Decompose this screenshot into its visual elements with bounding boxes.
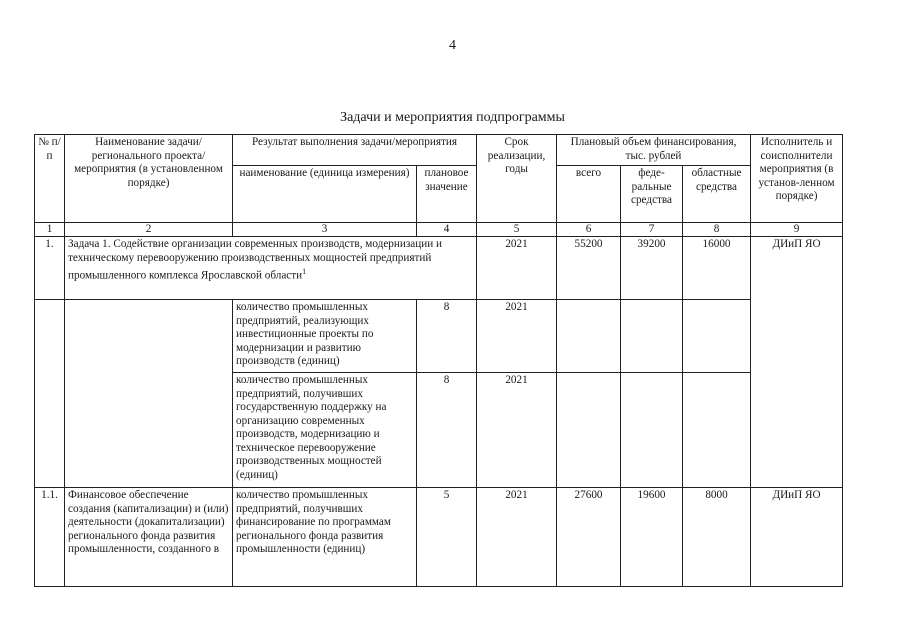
column-number-row [35, 223, 843, 237]
indicator-name: количество промышленных предприятий, реализующих инвестиционные проекты по модернизации и развитию производств (единиц) [233, 300, 417, 373]
activity-regional: 8000 [683, 488, 751, 587]
empty-cell [65, 300, 233, 488]
activity-federal: 19600 [621, 488, 683, 587]
indicator-term: 2021 [477, 373, 557, 488]
col-number: 5 [477, 223, 557, 237]
activity-executor: ДИиП ЯО [751, 488, 843, 587]
empty-cell [621, 373, 683, 488]
empty-cell [35, 300, 65, 488]
header-finance: Плановый объем финансирования, тыс. рублей [557, 135, 751, 166]
col-number: 4 [417, 223, 477, 237]
header-num: № п/п [35, 135, 65, 223]
col-number: 6 [557, 223, 621, 237]
indicator-plan: 8 [417, 373, 477, 488]
col-number: 2 [65, 223, 233, 237]
empty-cell [557, 300, 621, 373]
header-fin-total: всего [557, 166, 621, 223]
task-footnote: 1 [302, 267, 307, 276]
task-name-cell [65, 237, 477, 300]
table-row-indicator [35, 300, 843, 373]
task-name: Задача 1. Содействие организации современных производств, модернизации и техническому перевооружению производственных мощностей предприятий промышленного комплекса Ярославской области [68, 238, 442, 282]
header-term: Срок реализации, годы [477, 135, 557, 223]
empty-cell [683, 300, 751, 373]
header-result: Результат выполнения задачи/мероприятия [233, 135, 477, 166]
activity-plan: 5 [417, 488, 477, 587]
header-result-plan: плановое значение [417, 166, 477, 223]
indicator-term: 2021 [477, 300, 557, 373]
header-result-name: наименование (единица измерения) [233, 166, 417, 223]
table-row-task-1 [35, 237, 843, 300]
activity-result-name: количество промышленных предприятий, получивших финансирование по программам регионального фонда развития промышленности (единиц) [233, 488, 417, 587]
col-number: 9 [751, 223, 843, 237]
header-row-1 [35, 135, 843, 166]
table-row-activity-1-1 [35, 488, 843, 587]
header-fin-federal: феде-ральные средства [621, 166, 683, 223]
indicator-name: количество промышленных предприятий, получивших государственную поддержку на организацию современных производств, модернизацию и техническое перевооружение производственных мощностей (единиц) [233, 373, 417, 488]
page-number: 4 [449, 38, 456, 53]
task-term: 2021 [477, 237, 557, 300]
subprogram-tasks-table [34, 134, 843, 587]
col-number: 7 [621, 223, 683, 237]
col-number: 8 [683, 223, 751, 237]
task-executor: ДИиП ЯО [751, 237, 843, 488]
col-number: 1 [35, 223, 65, 237]
activity-name: Финансовое обеспечение создания (капитализации) и (или) деятельности (докапитализации) регионального фонда развития промышленности, созданного в [65, 488, 233, 587]
task-federal: 39200 [621, 237, 683, 300]
task-num: 1. [35, 237, 65, 300]
activity-num: 1.1. [35, 488, 65, 587]
task-total: 55200 [557, 237, 621, 300]
empty-cell [557, 373, 621, 488]
document-title: Задачи и мероприятия подпрограммы [340, 110, 565, 125]
empty-cell [683, 373, 751, 488]
activity-term: 2021 [477, 488, 557, 587]
activity-total: 27600 [557, 488, 621, 587]
empty-cell [621, 300, 683, 373]
col-number: 3 [233, 223, 417, 237]
header-name: Наименование задачи/ регионального проекта/ мероприятия (в установленном порядке) [65, 135, 233, 223]
task-regional: 16000 [683, 237, 751, 300]
header-executor: Исполнитель и соисполнители мероприятия (в установ-ленном порядке) [751, 135, 843, 223]
header-fin-regional: областные средства [683, 166, 751, 223]
indicator-plan: 8 [417, 300, 477, 373]
